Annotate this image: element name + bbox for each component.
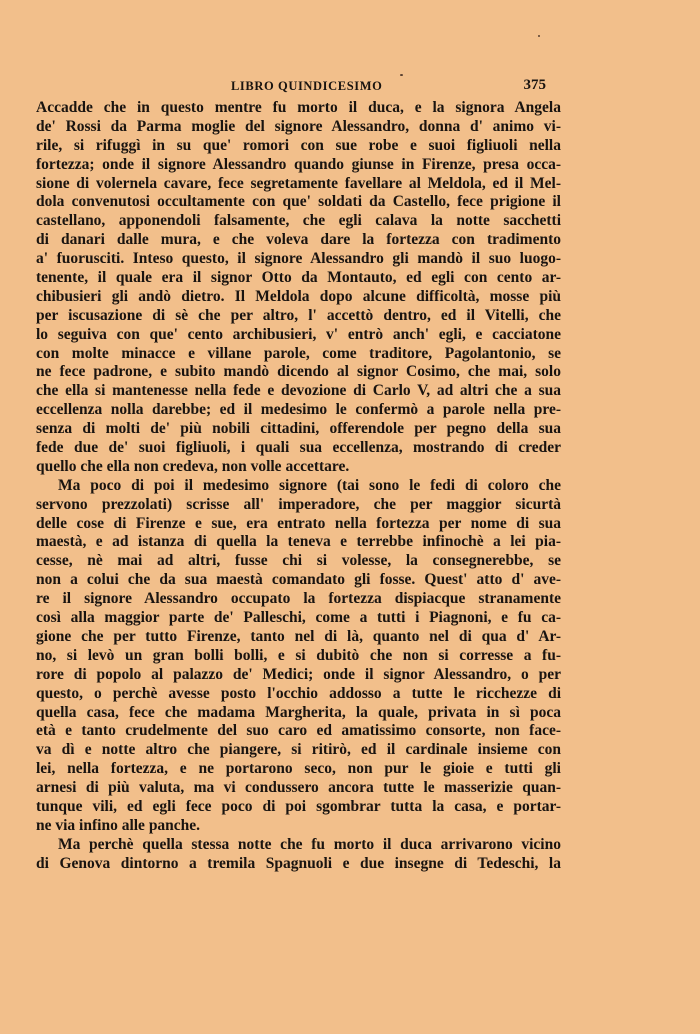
- running-title: LIBRO QUINDICESIMO: [231, 79, 383, 93]
- text-line: Ma perchè quella stessa notte che fu morto il duca arrivarono vicino: [58, 835, 561, 853]
- text-line: Accadde che in questo mentre fu morto il duca, e la signora Angela: [36, 99, 561, 116]
- text-line: età e tanto crudelmente del suo caro ed amatissimo consorte, non face-: [36, 722, 561, 740]
- text-line: lei, nella fortezza, e ne portarono seco, non pur le gioie e tutti gli: [36, 760, 561, 778]
- text-line: sione di volernela cavare, fece segretamente favellare al Meldola, ed il Mel-: [36, 174, 561, 192]
- text-line: de' Rossi da Parma moglie del signore Alessandro, donna d' animo vi-: [36, 117, 561, 135]
- text-line: tenente, il quale era il signor Otto da Montauto, ed egli con cento ar-: [36, 269, 561, 287]
- text-line: fortezza; onde il signore Alessandro quando giunse in Firenze, presa occa-: [36, 155, 561, 173]
- text-line: non a colui che da sua maestà comandato gli fosse. Quest' atto d' ave-: [36, 571, 561, 589]
- text-line: ne fece padrone, e subito mandò dicendo al signor Cosimo, che mai, solo: [36, 363, 561, 381]
- text-line: maestà, e ad istanza di quella la teneva e terrebbe infinochè a lei pia-: [36, 533, 561, 551]
- text-line: re il signore Alessandro occupato la fortezza dispiacque stranamente: [36, 590, 561, 608]
- text-line: gione che per tutto Firenze, tanto nel di là, quanto nel di qua d' Ar-: [36, 627, 561, 645]
- text-line: cesse, nè mai ad altri, fusse chi si volesse, la consegnerebbe, se: [36, 552, 561, 570]
- page-header: [36, 77, 546, 99]
- text-line: delle cose di Firenze e sue, era entrato nella fortezza per nome di sua: [36, 514, 561, 532]
- text-line: no, si levò un gran bolli bolli, e si dubitò che non si corresse a fu-: [36, 646, 561, 664]
- text-line: chibusieri gli andò dietro. Il Meldola dopo alcune difficoltà, mosse più: [36, 287, 561, 305]
- text-line: ne via infino alle panche.: [36, 816, 201, 834]
- text-line: lo seguiva con que' cento archibusieri, v' entrò anch' egli, e cacciatone: [36, 325, 561, 343]
- text-line: a' fuorusciti. Inteso questo, il signore Alessandro gli mandò il suo luogo-: [36, 250, 561, 268]
- text-line: quella casa, fece che madama Margherita, la quale, privata in sì poca: [36, 703, 561, 721]
- text-line: arnesi di più valuta, ma vi condussero ancora tutte le masserizie quan-: [36, 779, 561, 797]
- text-line: questo, o perchè avesse posto l'occhio addosso a tutte le ricchezze di: [36, 684, 561, 702]
- text-line: rile, si rifuggì in su que' romori con sue robe e suoi figliuoli nella: [36, 136, 561, 154]
- text-line: che ella si mantenesse nella fede e devozione di Carlo V, ad altri che a sua: [36, 382, 561, 400]
- text-line: quello che ella non credeva, non volle accettare.: [36, 457, 350, 475]
- text-line: senza di molti de' più nobili cittadini, offerendole per pegno della sua: [36, 420, 561, 438]
- text-line: tunque vili, ed egli fece poco di poi sgombrar tutta la casa, e portar-: [36, 797, 561, 815]
- text-line: con molte minacce e villane parole, come traditore, Pagolantonio, se: [36, 344, 561, 362]
- text-line: castellano, apponendoli falsamente, che egli calava la notte sacchetti: [36, 212, 561, 230]
- text-line: servono prezzolati) scrisse all' imperadore, che per maggior sicurtà: [36, 495, 561, 513]
- text-line: rore di popolo al palazzo de' Medici; onde il signor Alessandro, o per: [36, 665, 561, 683]
- text-line: va dì e notte altro che piangere, si ritirò, ed il cardinale insieme con: [36, 741, 561, 759]
- body-text: [36, 99, 561, 874]
- text-line: di danari dalle mura, e che voleva dare la fortezza con tradimento: [36, 231, 561, 249]
- text-line: fede due de' suoi figliuoli, i quali sua eccellenza, mostrando di creder: [36, 439, 561, 457]
- paper-speck: [400, 74, 403, 76]
- text-line: eccellenza nolla darebbe; ed il medesimo le confermò a parole nella pre-: [36, 401, 561, 419]
- text-line: dola convenutosi occultamente con que' soldati da Castello, fece prigione il: [36, 193, 561, 211]
- text-line: Ma poco di poi il medesimo signore (tai sono le fedi di coloro che: [58, 476, 561, 494]
- text-line: per iscusazione di sè che per altro, l' accettò dentro, ed il Vitelli, che: [36, 306, 561, 324]
- text-line: così alla maggior parte de' Palleschi, come a tutti i Piagnoni, e fu ca-: [36, 609, 561, 627]
- text-line: di Genova dintorno a tremila Spagnuoli e due insegne di Tedeschi, la: [36, 854, 561, 872]
- page-number: 375: [523, 77, 546, 93]
- paper-speck: [538, 35, 540, 37]
